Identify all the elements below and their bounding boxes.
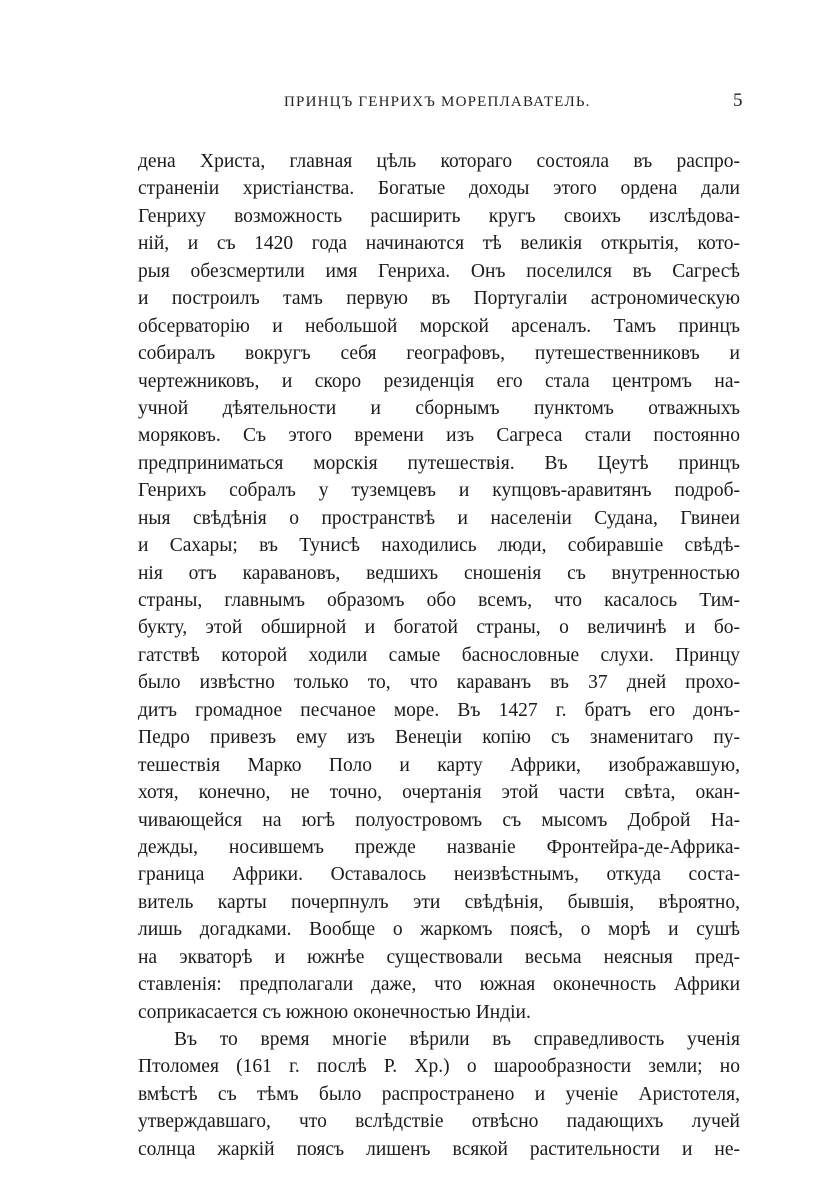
text-line: нія отъ каравановъ, ведшихъ сношенія съ внутренностью [138,562,740,584]
text-line: витель карты почерпнулъ эти свѣдѣнія, бывшія, вѣроятно, [138,891,740,913]
text-line: Птоломея (161 г. послѣ Р. Хр.) о шарообразности земли; но [138,1056,740,1078]
running-title: ПРИНЦЪ ГЕНРИХЪ МОРЕПЛАВАТЕЛЬ. [284,94,591,110]
text-line: страны, главнымъ образомъ обо всемъ, что касалось Тим- [138,590,740,611]
text-line: обсерваторію и небольшой морской арсеналъ. Тамъ принцъ [138,315,740,337]
text-line: чивающейся на югѣ полуостровомъ съ мысомъ Доброй На- [138,809,740,831]
text-line: ній, и съ 1420 года начинаются тѣ великія открытія, кото- [138,233,740,255]
text-line: было извѣстно только то, что караванъ въ 37 дней прохо- [138,672,740,694]
text-line: рыя обезсмертили имя Генриха. Онъ поселился въ Сагресѣ [138,260,740,282]
text-line: собиралъ вокругъ себя географовъ, путешественниковъ и [138,343,740,365]
text-line: чертежниковъ, и скоро резиденція его стала центромъ на- [138,370,740,392]
text-line: дежды, носившемъ прежде названіе Фронтейра-де-Африка- [138,836,740,858]
text-line: Генрихъ собралъ у туземцевъ и купцовъ-аравитянъ подроб- [138,480,740,502]
text-line: гатствѣ которой ходили самые баснословные слухи. Принцу [138,644,740,666]
page-number: 5 [733,90,743,111]
text-line: и построилъ тамъ первую въ Португаліи астрономическую [138,288,740,310]
text-line: страненіи христіанства. Богатые доходы этого ордена дали [138,178,740,200]
text-line: хотя, конечно, не точно, очертанія этой части свѣта, окан- [138,782,740,804]
text-line: солнца жаркій поясъ лишенъ всякой растительности и не- [138,1138,740,1160]
text-line: дена Христа, главная цѣль котораго состояла въ распро- [138,151,740,172]
text-line: моряковъ. Съ этого времени изъ Сагреса стали постоянно [138,425,740,447]
text-line: учной дѣятельности и сборнымъ пунктомъ отважныхъ [138,397,740,419]
text-line: предприниматься морскія путешествія. Въ Цеутѣ принцъ [138,452,740,474]
text-line: утверждавшаго, что вслѣдствіе отвѣсно падающихъ лучей [138,1111,740,1133]
text-line: Генриху возможность расширить кругъ своихъ изслѣдова- [138,205,740,227]
text-line: на экваторѣ и южнѣе существовали весьма неясныя пред- [138,946,740,968]
paragraph-start-line: Въ то время многіе вѣрили въ справедливость ученія [174,1029,740,1050]
text-line: вмѣстѣ съ тѣмъ было распространено и ученіе Аристотеля, [138,1083,740,1105]
text-line: дитъ громадное песчаное море. Въ 1427 г. братъ его донъ- [138,699,740,721]
text-line: букту, этой обширной и богатой страны, о величинѣ и бо- [138,617,740,639]
body-text [138,148,740,1163]
text-line: Педро привезъ ему изъ Венеціи копію съ знаменитаго пу- [138,727,740,749]
text-line: и Сахары; въ Тунисѣ находились люди, собиравшіе свѣдѣ- [138,535,740,557]
paragraph-end-line: соприкасается съ южною оконечностью Индіи. [138,1001,531,1023]
text-line: граница Африки. Оставалось неизвѣстнымъ, откуда соста- [138,864,740,886]
text-line: ставленія: предполагали даже, что южная оконечность Африки [138,974,740,996]
text-line: тешествія Марко Поло и карту Африки, изображавшую, [138,754,740,776]
text-line: лишь догадками. Вообще о жаркомъ поясѣ, о морѣ и сушѣ [138,919,740,941]
text-line: ныя свѣдѣнія о пространствѣ и населеніи Судана, Гвинеи [138,507,740,529]
